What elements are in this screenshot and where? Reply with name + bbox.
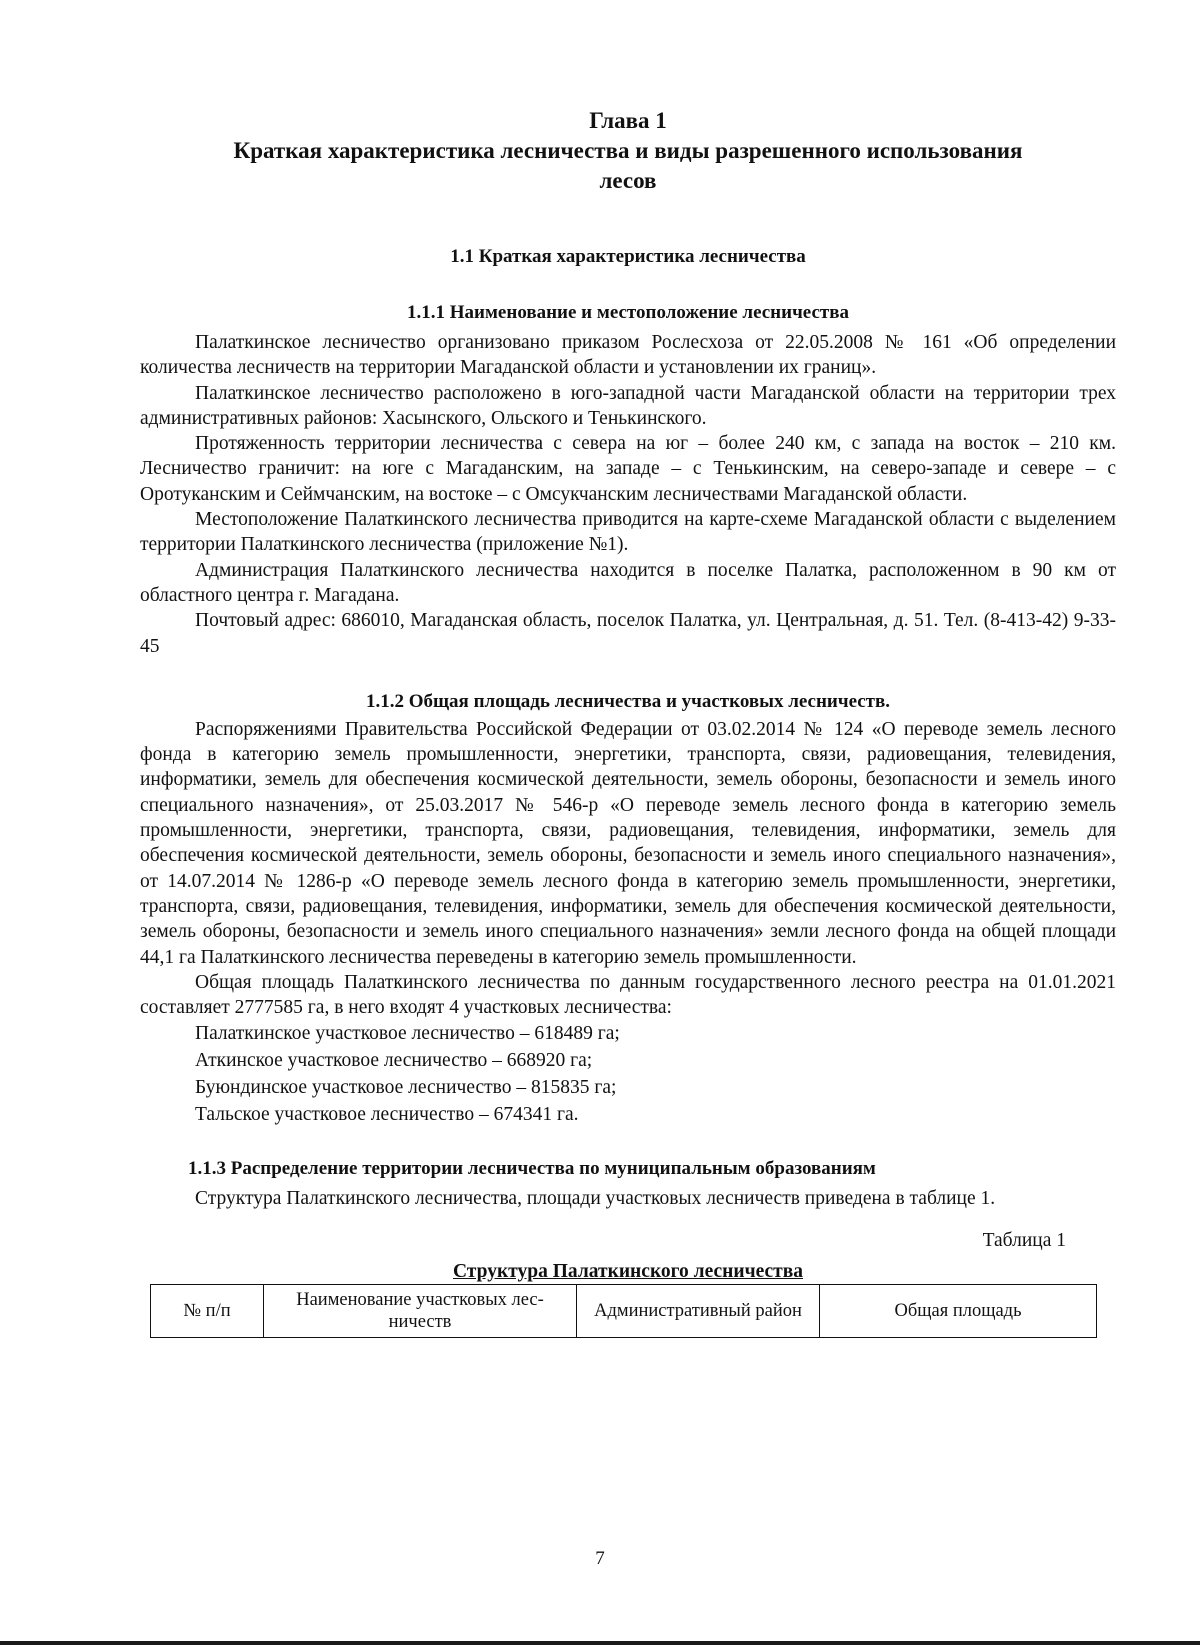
chapter-title-line1: Краткая характеристика лесничества и виды разрешенного использования [233, 138, 1023, 163]
document-page [140, 100, 1116, 1338]
section-1-1-3-heading: 1.1.3 Распределение территории лесничества по муниципальным образованиям [188, 1158, 876, 1180]
paragraph: Структура Палаткинского лесничества, площади участковых лесничеств приведена в таблице 1. [195, 1188, 996, 1210]
list-item: Аткинское участковое лесничество – 668920 га; [195, 1050, 593, 1072]
table-header-cell: № п/п [151, 1284, 264, 1337]
paragraph: Местоположение Палаткинского лесничества приводится на карте-схеме Магаданской области с выделением территории Палаткинского лесничества (приложение №1). [140, 509, 1116, 556]
list-item: Буюндинское участковое лесничество – 815835 га; [195, 1077, 617, 1099]
page-number: 7 [595, 1548, 605, 1569]
paragraph: Палаткинское лесничество организовано приказом Рослесхоза от 22.05.2008 № 161 «Об определении количества лесничеств на территории Магаданской области и установлении их границ». [140, 332, 1116, 379]
paragraph: Распоряжениями Правительства Российской Федерации от 03.02.2014 № 124 «О переводе земель лесного фонда в категорию земель промышленности, энергетики, транспорта, связи, радиовещания, телевидения, информатики, земель для обеспечения космической деятельности, земель обороны, безопасности и земель иного специального назначения», от 25.03.2017 № 546-р «О переводе земель лесного фонда в категорию земель промышленности, энергетики, транспорта, связи, радиовещания, телевидения, информатики, земель для обеспечения космической деятельности, земель обороны, безопасности и земель иного специального назначения», от 14.07.2014 № 1286-р «О переводе земель лесного фонда в категорию земель промышленности, энергетики, транспорта, связи, радиовещания, телевидения, информатики, земель для обеспечения космической деятельности, земель обороны, безопасности и земель иного специального назначения» земли лесного фонда на общей площади 44,1 га Палаткинского лесничества переведены в категорию земель промышленности. [140, 718, 1116, 968]
forestry-area-list [140, 1020, 1116, 1128]
table-header-row [151, 1284, 1097, 1337]
chapter-title-line2: лесов [599, 168, 657, 193]
table-header-cell: Наименование участковых лес-ничеств [264, 1284, 577, 1337]
paragraph: Почтовый адрес: 686010, Магаданская область, поселок Палатка, ул. Центральная, д. 51. Тел. (8-413-42) 9-33-45 [140, 610, 1116, 657]
section-1-1-heading: 1.1 Краткая характеристика лесничества [450, 246, 806, 267]
table-header-cell: Общая площадь [820, 1284, 1097, 1337]
paragraph: Администрация Палаткинского лесничества находится в поселке Палатка, расположенном в 90 км от областного центра г. Магадана. [140, 559, 1116, 606]
list-item: Палаткинское участковое лесничество – 618489 га; [195, 1023, 620, 1045]
forestry-structure-table [150, 1284, 1097, 1338]
paragraph: Общая площадь Палаткинского лесничества по данным государственного лесного реестра на 01.01.2021 составляет 2777585 га, в него входят 4 участковых лесничества: [140, 971, 1116, 1019]
chapter-heading [140, 106, 1116, 196]
list-item: Тальское участковое лесничество – 674341 га. [195, 1104, 579, 1126]
table-header-cell: Административный район [577, 1284, 820, 1337]
chapter-number: Глава 1 [589, 108, 667, 133]
table-label: Таблица 1 [982, 1229, 1066, 1251]
table-caption: Структура Палаткинского лесничества [452, 1260, 804, 1282]
scan-edge-rule [0, 1641, 1200, 1645]
paragraph: Палаткинское лесничество расположено в юго-западной части Магаданской области на территории трех административных районов: Хасынского, Ольского и Тенькинского. [140, 382, 1116, 429]
paragraph: Протяженность территории лесничества с севера на юг – более 240 км, с запада на восток – 210 км. Лесничество граничит: на юге с Магаданским, на западе – с Тенькинским, на северо-западе и севере – с Оротуканским и Сеймчанским, на востоке – с Омсукчанским лесничествами Магаданской области. [140, 433, 1116, 505]
section-1-1-1-heading: 1.1.1 Наименование и местоположение лесничества [407, 302, 849, 323]
section-1-1-2-heading: 1.1.2 Общая площадь лесничества и участковых лесничеств. [365, 690, 891, 712]
